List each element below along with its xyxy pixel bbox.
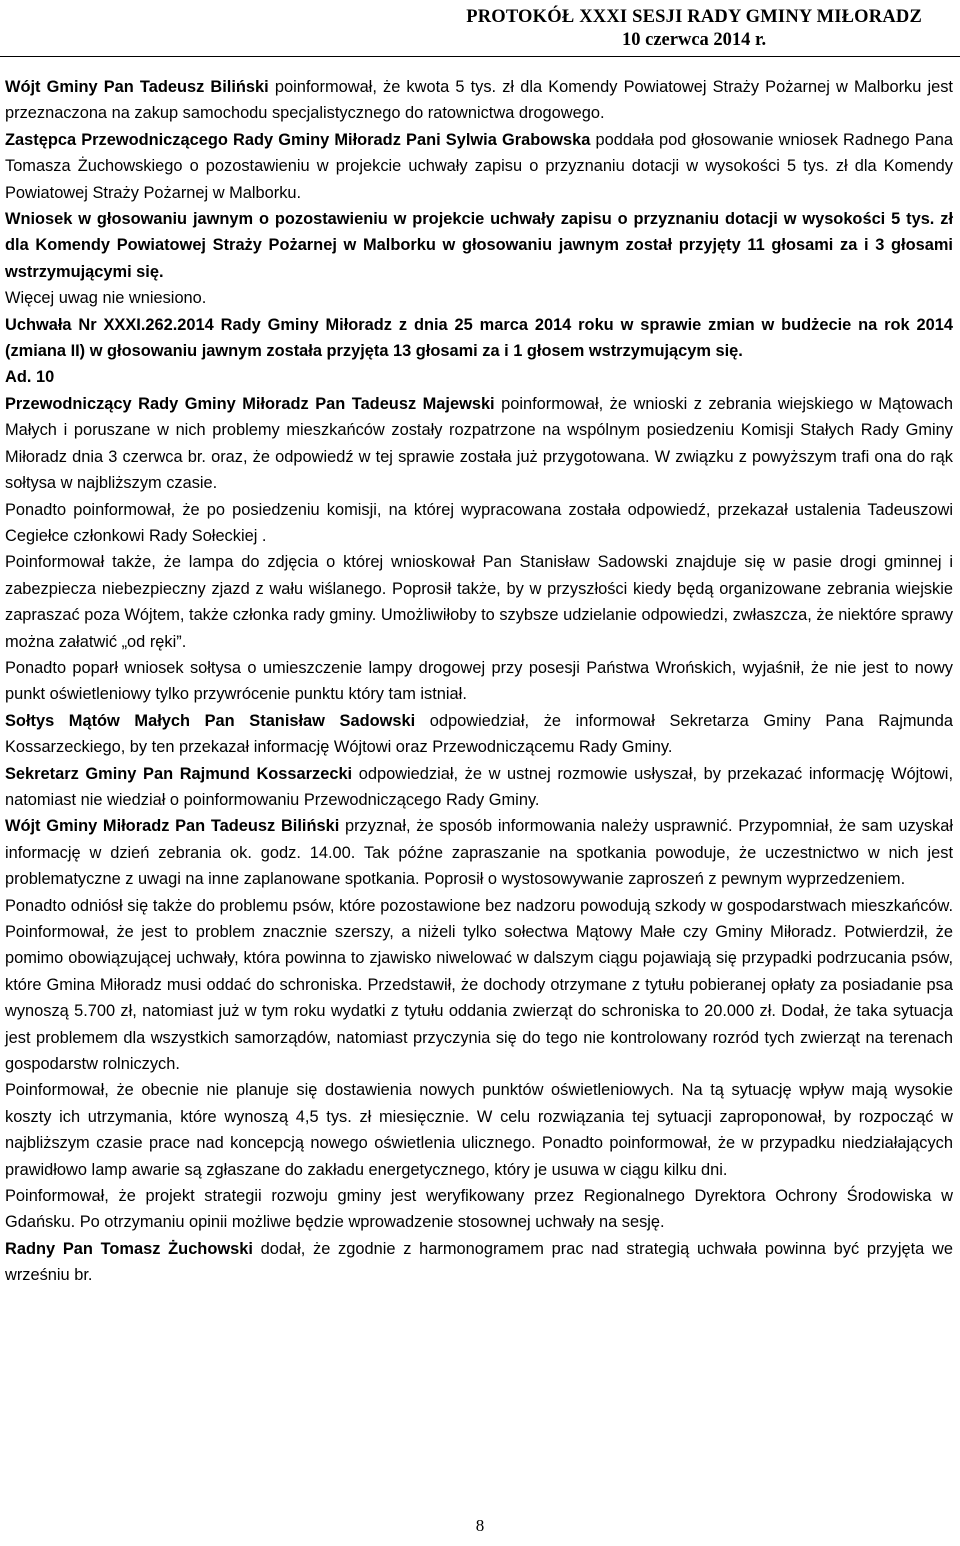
paragraph [5, 497, 953, 550]
paragraph [5, 761, 953, 814]
paragraph [5, 312, 953, 365]
paragraph [5, 655, 953, 708]
bold-text-run: Uchwała Nr XXXI.262.2014 Rady Gminy Miłoradz z dnia 25 marca 2014 roku w sprawie zmian w budżecie na rok 2014 (zmiana II) w głosowaniu jawnym została przyjęta 13 głosami za i 1 głosem wstrzymującym się. [5, 315, 953, 361]
text-run: odpowiedział, że w ustnej rozmowie usłyszał, by przekazać informację Wójtowi, natomiast nie wiedział o poinformowaniu Przewodniczącego Rady Gminy. [5, 764, 954, 809]
header-divider [0, 56, 960, 57]
bold-text-run: Zastępca Przewodniczącego Rady Gminy Miłoradz Pani Sylwia Grabowska [5, 130, 591, 149]
bold-text-run: Sekretarz Gminy Pan Rajmund Kossarzecki [5, 764, 353, 783]
paragraph [5, 1236, 953, 1289]
text-run: Poinformował, że projekt strategii rozwoju gminy jest weryfikowany przez Regionalnego Dyrektora Ochrony Środowiska w Gdańsku. Po otrzymaniu opinii możliwe będzie wprowadzenie stosownej uchwały na sesję. [5, 1187, 953, 1232]
text-run: Poinformował także, że lampa do zdjęcia o której wnioskował Pan Stanisław Sadowski znajduje się w pasie drogi gminnej i zabezpiecza niebezpieczny zjazd z wału wiślanego. Poprosił także, by w przyszłości kiedy będą organizowane zebrania wiejskie zapraszać poza Wójtem, także członka rady gminy. Umożliwiłoby to szybsze udzielanie odpowiedzi, zwłaszcza, że niektóre sprawy można załatwić „od ręki”. [5, 553, 954, 651]
text-run: Więcej uwag nie wniesiono. [5, 289, 207, 308]
bold-text-run: Wójt Gminy Miłoradz Pan Tadeusz Biliński [5, 817, 340, 836]
paragraph [5, 391, 953, 497]
text-run: odpowiedział, że informował Sekretarza Gminy Pana Rajmunda Kossarzeckiego, by ten przekazał informację Wójtowi oraz Przewodniczącemu Rady Gminy. [5, 711, 953, 757]
text-run: dodał, że zgodnie z harmonogramem prac nad strategią uchwała powinna być przyjęta we wrześniu br. [5, 1239, 953, 1285]
paragraph [5, 364, 953, 390]
bold-text-run: Przewodniczący Rady Gminy Miłoradz Pan Tadeusz Majewski [5, 394, 495, 413]
header-date: 10 czerwca 2014 r. [622, 30, 767, 50]
bold-text-run: Radny Pan Tomasz Żuchowski [5, 1239, 253, 1258]
header-title: PROTOKÓŁ XXXI SESJI RADY GMINY MIŁORADZ [466, 7, 922, 27]
bold-text-run: Wniosek w głosowaniu jawnym o pozostawieniu w projekcie uchwały zapisu o przyznaniu dotacji w wysokości 5 tys. zł dla Komendy Powiatowej Straży Pożarnej w Malborku w głosowaniu jawnym został przyjęty 11 głosami za i 3 głosami wstrzymującymi się. [5, 210, 953, 281]
bold-text-run: Ad. 10 [5, 368, 55, 387]
paragraph [5, 127, 953, 206]
paragraph [5, 74, 953, 127]
text-run: Ponadto odniósł się także do problemu psów, które pozostawione bez nadzoru powodują szkody w gospodarstwach mieszkańców. Poinformował, że jest to problem znacznie szerszy, a niżeli tylko sołectwa Mątowy Małe czy Gminy Miłoradz. Potwierdził, że pomimo obowiązującej uchwały, która powinna to zjawisko niwelować w dalszym ciągu pojawiają się przypadki podrzucania psów, które Gmina Miłoradz musi oddać do schroniska. Przedstawił, że dochody otrzymane z tytułu pobieranej opłaty za posiadanie psa wynoszą 5.700 zł, natomiast już w tym roku wydatki z tytułu oddania zwierząt do schroniska to 20.000 zł. Dodał, że taka sytuacja jest problemem dla wszystkich samorządów, natomiast przyczynia się do tego nie kontrolowany rozród tych zwierząt na terenach gospodarstw rolniczych. [5, 896, 953, 1074]
text-run: poddała pod głosowanie wniosek Radnego Pana Tomasza Żuchowskiego o pozostawieniu w projekcie uchwały zapisu o przyznaniu dotacji w wysokości 5 tys. zł dla Komendy Powiatowej Straży Pożarnej w Malborku. [5, 130, 954, 202]
paragraph [5, 708, 953, 761]
text-run: Poinformował, że obecnie nie planuje się dostawienia nowych punktów oświetleniowych. Na tą sytuację wpływ mają wysokie koszty ich utrzymania, które wynoszą 4,5 tys. zł miesięcznie. W celu rozwiązania tej sytuacji zaproponował, by rozpocząć w najbliższym czasie prace nad koncepcją nowego oświetlenia ulicznego. Ponadto poinformował, że w przypadku niedziałających prawidłowo lamp awarie są zgłaszane do zakładu energetycznego, który je usuwa w ciągu kilku dni. [5, 1081, 953, 1179]
text-run: poinformował, że wnioski z zebrania wiejskiego w Mątowach Małych i poruszane w nich problemy mieszkańców zostały rozpatrzone na wspólnym posiedzeniu Komisji Stałych Rady Gminy Miłoradz dnia 3 czerwca br. oraz, że odpowiedź w tej sprawie została już przygotowana. W związku z powyższym trafi ona do rąk sołtysa w najbliższym czasie. [5, 394, 953, 493]
paragraph [5, 893, 953, 1078]
paragraph [5, 285, 953, 311]
document-body [5, 74, 953, 1289]
bold-text-run: Wójt Gminy Pan Tadeusz Biliński [5, 78, 269, 96]
paragraph [5, 813, 953, 892]
text-run: Ponadto poinformował, że po posiedzeniu komisji, na której wypracowana została odpowiedź, przekazał ustalenia Tadeuszowi Cegiełce członkowi Rady Sołeckiej . [5, 500, 953, 545]
bold-text-run: Sołtys Mątów Małych Pan Stanisław Sadowski [5, 711, 416, 730]
text-run: Ponadto poparł wniosek sołtysa o umieszczenie lampy drogowej przy posesji Państwa Wrońskich, wyjaśnił, że nie jest to nowy punkt oświetleniowy tylko przywrócenie punktu który tam istniał. [5, 658, 953, 704]
paragraph [5, 549, 953, 655]
paragraph [5, 1077, 953, 1183]
paragraph [5, 1183, 953, 1236]
text-run: poinformował, że kwota 5 tys. zł dla Komendy Powiatowej Straży Pożarnej w Malborku jest przeznaczona na zakup samochodu specjalistycznego do ratownictwa drogowego. [5, 78, 953, 123]
paragraph [5, 206, 953, 285]
page-header [466, 6, 922, 52]
page-number: 8 [475, 1516, 485, 1535]
text-run: przyznał, że sposób informowania należy usprawnić. Przypomniał, że sam uzyskał informację w dzień zebrania ok. godz. 14.00. Tak późne zapraszanie na spotkania powoduje, że uczestnictwo w nich jest problematyczne z uwagi na inne zaplanowane spotkania. Poprosił o wystosowywanie zaproszeń z pewnym wyprzedzeniem. [5, 817, 954, 889]
